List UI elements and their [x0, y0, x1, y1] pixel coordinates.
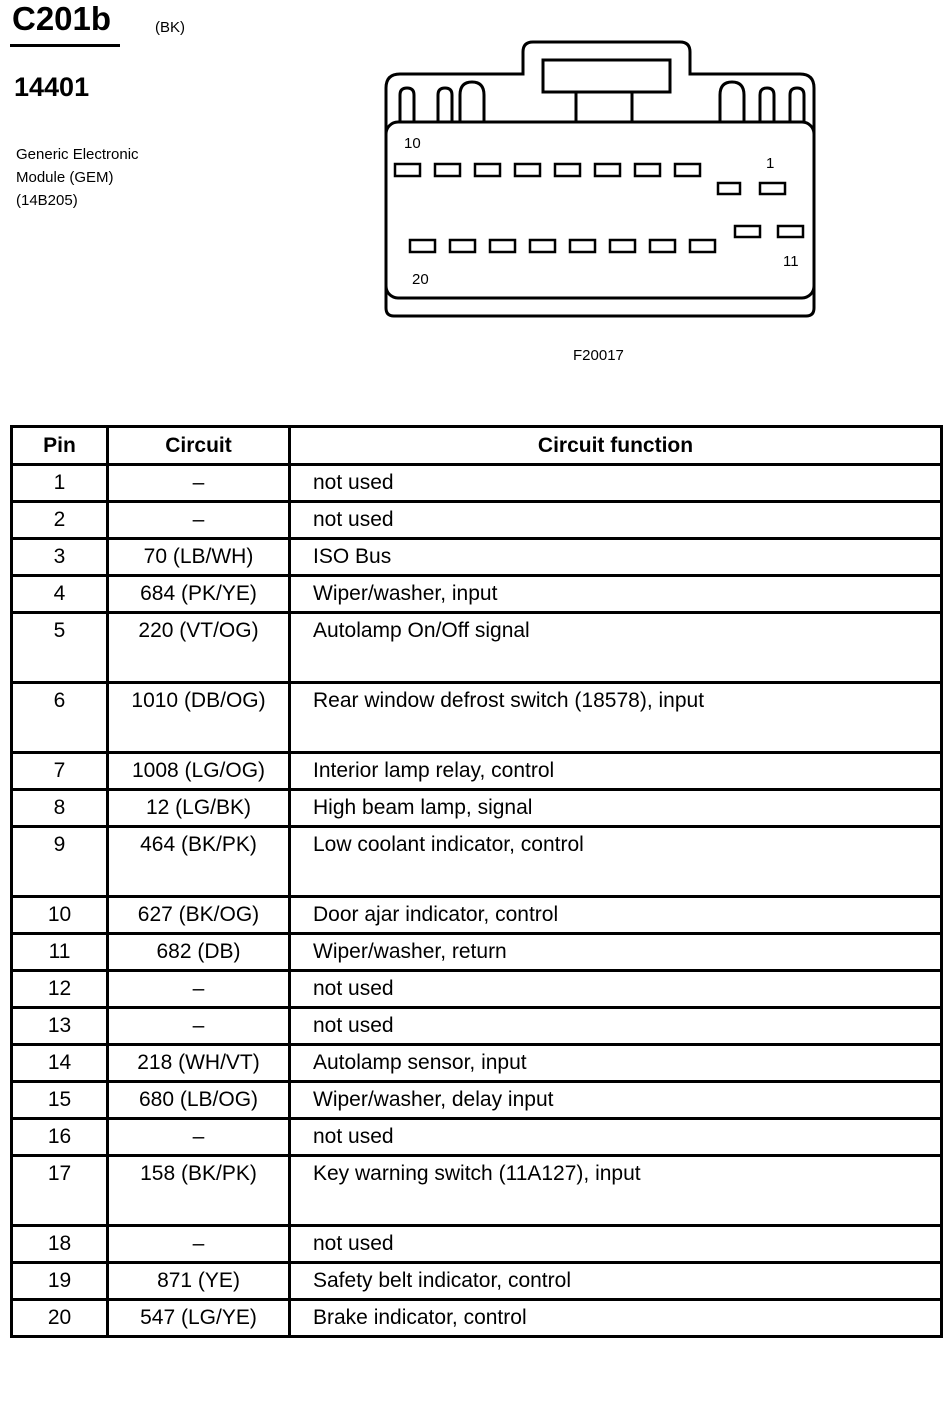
pin-cavity — [735, 226, 760, 237]
pin-cell: 15 — [12, 1082, 108, 1119]
pin-cell: 18 — [12, 1226, 108, 1263]
pin-cavity — [778, 226, 803, 237]
function-cell: not used — [290, 971, 942, 1008]
pin-cavity — [760, 183, 785, 194]
circuit-cell: 218 (WH/VT) — [108, 1045, 290, 1082]
function-cell: Brake indicator, control — [290, 1300, 942, 1337]
table-row — [12, 1263, 942, 1300]
pin-cell: 13 — [12, 1008, 108, 1045]
pin-cell: 19 — [12, 1263, 108, 1300]
latch-loop — [760, 88, 774, 122]
function-cell: Safety belt indicator, control — [290, 1263, 942, 1300]
pin-cavity — [435, 164, 460, 176]
table-row — [12, 539, 942, 576]
pin-cell: 16 — [12, 1119, 108, 1156]
circuit-cell: 1010 (DB/OG) — [108, 683, 290, 753]
circuit-cell: 871 (YE) — [108, 1263, 290, 1300]
table-header-row — [12, 427, 942, 465]
function-cell: not used — [290, 502, 942, 539]
table-row — [12, 827, 942, 897]
circuit-cell: 680 (LB/OG) — [108, 1082, 290, 1119]
pin-cavity — [555, 164, 580, 176]
column-header-pin: Pin — [12, 427, 108, 465]
function-cell: not used — [290, 465, 942, 502]
table-row — [12, 1045, 942, 1082]
pin-cavity — [690, 240, 715, 252]
pin-cell: 3 — [12, 539, 108, 576]
circuit-cell: 70 (LB/WH) — [108, 539, 290, 576]
pin-cavity — [595, 164, 620, 176]
latch-loop — [400, 88, 414, 122]
circuit-cell: 682 (DB) — [108, 934, 290, 971]
pin-cell: 14 — [12, 1045, 108, 1082]
table-row — [12, 971, 942, 1008]
pin-cell: 8 — [12, 790, 108, 827]
circuit-cell: 684 (PK/YE) — [108, 576, 290, 613]
function-cell: Key warning switch (11A127), input — [290, 1156, 942, 1226]
function-cell: not used — [290, 1008, 942, 1045]
function-cell: not used — [290, 1119, 942, 1156]
pin-cavity — [650, 240, 675, 252]
connector-id: C201b — [12, 0, 112, 37]
description-line: (14B205) — [16, 192, 78, 209]
pin-label-20: 20 — [412, 271, 429, 288]
locking-tab-stem — [576, 92, 632, 122]
pin-cell: 11 — [12, 934, 108, 971]
circuit-cell: – — [108, 465, 290, 502]
connector-face — [386, 122, 814, 298]
table-row — [12, 502, 942, 539]
pin-cavity — [570, 240, 595, 252]
pin-cavity — [675, 164, 700, 176]
table-row — [12, 613, 942, 683]
function-cell: not used — [290, 1226, 942, 1263]
description-line: Generic Electronic — [16, 146, 139, 163]
pin-label-1: 1 — [766, 155, 775, 172]
pin-cavity — [610, 240, 635, 252]
circuit-cell: – — [108, 1119, 290, 1156]
pin-cell: 7 — [12, 753, 108, 790]
pin-cavity — [718, 183, 740, 194]
pin-cell: 10 — [12, 897, 108, 934]
table-row — [12, 1082, 942, 1119]
table-row — [12, 1156, 942, 1226]
function-cell: Low coolant indicator, control — [290, 827, 942, 897]
pin-cell: 12 — [12, 971, 108, 1008]
function-cell: Rear window defrost switch (18578), input — [290, 683, 942, 753]
pin-cell: 17 — [12, 1156, 108, 1226]
function-cell: Wiper/washer, return — [290, 934, 942, 971]
function-cell: Autolamp sensor, input — [290, 1045, 942, 1082]
locking-tab — [543, 60, 670, 92]
table-row — [12, 934, 942, 971]
connector-housing — [386, 42, 814, 316]
function-cell: High beam lamp, signal — [290, 790, 942, 827]
circuit-cell: 12 (LG/BK) — [108, 790, 290, 827]
pin-cavity — [395, 164, 420, 176]
circuit-cell: 547 (LG/YE) — [108, 1300, 290, 1337]
column-header-function: Circuit function — [290, 427, 942, 465]
pin-cavity — [635, 164, 660, 176]
table-row — [12, 790, 942, 827]
table-row — [12, 753, 942, 790]
table-row — [12, 683, 942, 753]
pin-cavity — [490, 240, 515, 252]
circuit-cell: 220 (VT/OG) — [108, 613, 290, 683]
pin-label-11: 11 — [783, 253, 799, 270]
circuit-cell: 627 (BK/OG) — [108, 897, 290, 934]
table-row — [12, 576, 942, 613]
function-cell: Wiper/washer, input — [290, 576, 942, 613]
pin-label-10: 10 — [404, 135, 421, 152]
circuit-cell: 464 (BK/PK) — [108, 827, 290, 897]
table-row — [12, 1008, 942, 1045]
circuit-cell: 158 (BK/PK) — [108, 1156, 290, 1226]
pin-cell: 20 — [12, 1300, 108, 1337]
pin-cavity — [530, 240, 555, 252]
pin-cavity — [450, 240, 475, 252]
pin-row-top — [395, 164, 785, 194]
function-cell: Autolamp On/Off signal — [290, 613, 942, 683]
pin-cell: 6 — [12, 683, 108, 753]
pin-row-bottom — [410, 226, 803, 252]
latch-loop — [720, 82, 744, 122]
figure-code: F20017 — [573, 347, 624, 364]
table-row — [12, 465, 942, 502]
table-row — [12, 1226, 942, 1263]
pin-cell: 9 — [12, 827, 108, 897]
function-cell: ISO Bus — [290, 539, 942, 576]
table-row — [12, 1300, 942, 1337]
pin-table-body — [12, 465, 942, 1337]
latch-loop — [790, 88, 804, 122]
pin-table — [10, 425, 943, 1338]
description-line: Module (GEM) — [16, 169, 114, 186]
column-header-circuit: Circuit — [108, 427, 290, 465]
pin-cell: 5 — [12, 613, 108, 683]
latch-loop — [460, 82, 484, 122]
part-number: 14401 — [14, 72, 90, 102]
circuit-cell: – — [108, 1226, 290, 1263]
circuit-cell: – — [108, 1008, 290, 1045]
pin-cell: 2 — [12, 502, 108, 539]
table-row — [12, 1119, 942, 1156]
function-cell: Door ajar indicator, control — [290, 897, 942, 934]
circuit-cell: – — [108, 502, 290, 539]
circuit-cell: – — [108, 971, 290, 1008]
pin-cavity — [515, 164, 540, 176]
function-cell: Wiper/washer, delay input — [290, 1082, 942, 1119]
function-cell: Interior lamp relay, control — [290, 753, 942, 790]
pin-cavity — [475, 164, 500, 176]
pin-cavity — [410, 240, 435, 252]
pin-cell: 4 — [12, 576, 108, 613]
pin-cell: 1 — [12, 465, 108, 502]
table-row — [12, 897, 942, 934]
latch-loop — [438, 88, 452, 122]
connector-face-diagram — [0, 0, 950, 330]
connector-color: (BK) — [155, 19, 185, 36]
circuit-cell: 1008 (LG/OG) — [108, 753, 290, 790]
